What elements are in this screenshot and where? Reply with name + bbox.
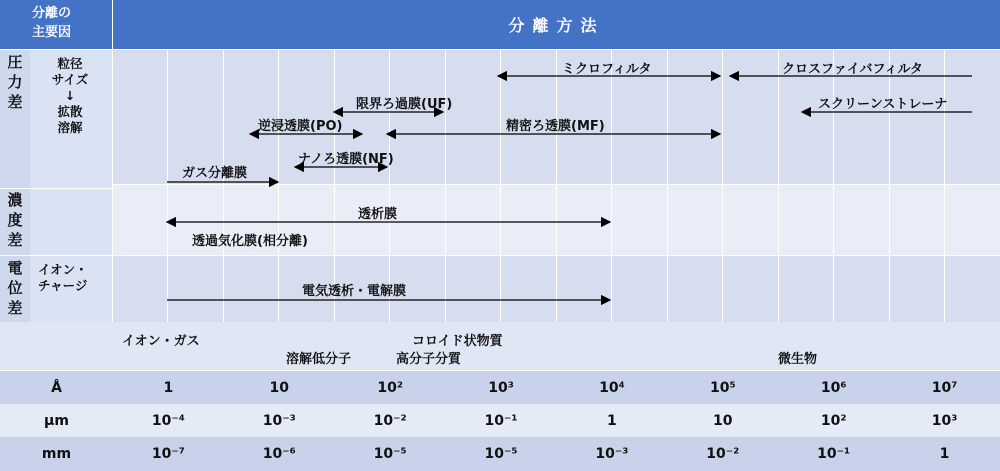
angstrom-value: 10 [269,379,290,396]
potential-diff-label: 電 位 差 [7,259,23,317]
microfilter-label: ミクロフィルタ [562,62,652,77]
mf-label: 精密ろ透膜(MF) [506,119,605,134]
potential-factor: イオン・ チャージ [38,262,88,293]
millimeter-value: 10⁻⁶ [262,446,296,462]
pervaporation-label: 透過気化膜(相分離) [192,234,308,249]
angstrom-value: 10⁵ [709,379,736,396]
millimeter-value: 10⁻¹ [817,446,851,462]
micrometer-value: 10⁻³ [262,412,296,429]
millimeter-value: 10⁻⁵ [484,446,518,462]
micrometer-value: 10⁻² [373,412,407,429]
angstrom-value: 1 [163,379,174,396]
polymer-label: 高分子分質 [396,352,462,367]
micrometer-unit: μm [44,412,69,429]
uf-label: 限界ろ過膜(UF) [356,97,453,112]
millimeter-value: 10⁻² [706,446,740,462]
header-factor-line1: 分離の [32,6,72,21]
millimeter-value: 10⁻³ [595,446,629,462]
angstrom-value: 10⁴ [599,379,625,396]
dissolved-low-label: 溶解低分子 [286,352,352,367]
ion-gas-label: イオン・ガス [122,334,200,349]
ro-label: 逆浸透膜(PO) [258,119,343,134]
micrometer-value: 1 [607,412,617,429]
crossfilter-label: クロスファイバフィルタ [782,62,923,77]
micrometer-value: 10² [820,412,847,429]
micrometer-value: 10³ [931,412,958,429]
micrometer-value: 10⁻¹ [484,412,518,429]
millimeter-value: 10⁻⁵ [373,446,407,462]
colloid-label: コロイド状物質 [412,334,503,349]
micrometer-value: 10 [713,412,733,429]
electrodialysis-label: 電気透析・電解膜 [302,284,407,299]
header-methods-title: 分離方法 [113,0,1000,49]
screen-label: スクリーンストレーナ [818,97,948,112]
millimeter-value: 1 [939,446,950,462]
angstrom-unit: Å [51,379,62,396]
millimeter-unit: mm [41,446,72,462]
angstrom-row [0,371,1000,404]
pressure-factors: 粒径 サイズ ↓ 拡散 溶解 [51,56,89,135]
microbe-label: 微生物 [778,352,818,367]
millimeter-row [0,437,1000,471]
concentration-diff-label: 濃 度 差 [7,191,23,249]
millimeter-value: 10⁻⁷ [151,446,185,462]
angstrom-value: 10⁶ [820,379,847,396]
angstrom-value: 10⁷ [931,379,958,396]
angstrom-value: 10³ [488,379,514,396]
angstrom-value: 10² [377,379,403,396]
dialysis-label: 透析膜 [358,207,398,222]
gas-label: ガス分離膜 [182,166,248,181]
nf-label: ナノろ透膜(NF) [298,152,394,167]
micrometer-row [0,404,1000,437]
pressure-diff-label: 圧 力 差 [7,53,23,111]
micrometer-value: 10⁻⁴ [151,412,185,429]
header-factor-line2: 主要因 [32,25,72,40]
